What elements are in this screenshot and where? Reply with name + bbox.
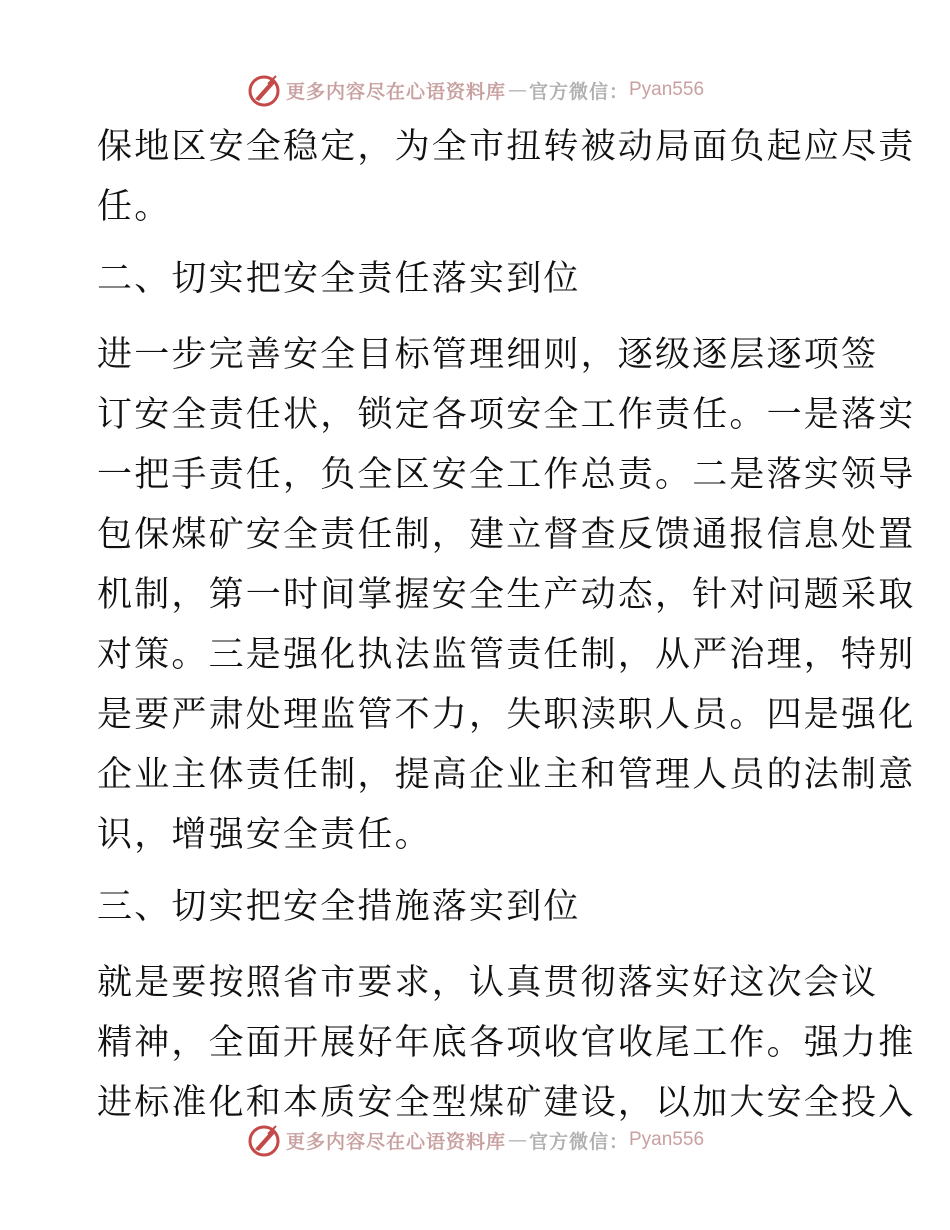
wechat-label: 官方微信： xyxy=(528,80,629,103)
text-line: 进标准化和本质安全型煤矿建设，以加大安全投入 xyxy=(97,1083,916,1123)
watermark-header xyxy=(0,70,950,110)
text-line: 企业主体责任制，提高企业主和管理人员的法制意 xyxy=(97,755,916,795)
watermark-text: 更多内容尽在心语资料库 xyxy=(285,1130,506,1153)
text-line: 包保煤矿安全责任制，建立督查反馈通报信息处置 xyxy=(97,515,916,555)
text-line: 保地区安全稳定，为全市扭转被动局面负起应尽责 xyxy=(97,127,916,167)
feather-pen-icon xyxy=(246,72,282,108)
text-line: 进一步完善安全目标管理细则，逐级逐层逐项签 xyxy=(97,335,879,375)
feather-pen-icon xyxy=(246,1122,282,1158)
text-line: 订安全责任状，锁定各项安全工作责任。一是落实 xyxy=(97,395,916,435)
wechat-id: Pyan556 xyxy=(629,79,705,100)
section-heading: 三、切实把安全措施落实到位 xyxy=(97,887,581,927)
text-line: 机制，第一时间掌握安全生产动态，针对问题采取 xyxy=(97,575,916,615)
text-line: 精神，全面开展好年底各项收官收尾工作。强力推 xyxy=(97,1023,916,1063)
wechat-id: Pyan556 xyxy=(629,1129,705,1150)
text-line: 识，增强安全责任。 xyxy=(97,815,432,855)
text-line: 任。 xyxy=(97,187,172,227)
text-line: 就是要按照省市要求，认真贯彻落实好这次会议 xyxy=(97,963,879,1003)
watermark-dash: — xyxy=(507,1129,527,1151)
text-line: 是要严肃处理监管不力，失职渎职人员。四是强化 xyxy=(97,695,916,735)
watermark-footer xyxy=(0,1120,950,1160)
watermark-text: 更多内容尽在心语资料库 xyxy=(285,80,506,103)
section-heading: 二、切实把安全责任落实到位 xyxy=(97,259,581,299)
wechat-label: 官方微信： xyxy=(528,1130,629,1153)
text-line: 对策。三是强化执法监管责任制，从严治理，特别 xyxy=(97,635,916,675)
watermark-dash: — xyxy=(507,79,527,101)
text-line: 一把手责任，负全区安全工作总责。二是落实领导 xyxy=(97,455,916,495)
